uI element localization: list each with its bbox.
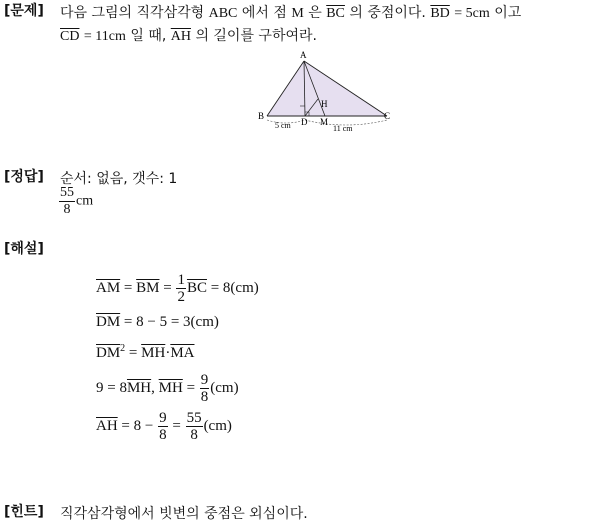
problem-line-2: $\overline{CD} = 11cm$ 일 때, $\overline{AH}$ 의 길이를 구하여라. <box>60 28 317 44</box>
triangle-figure <box>255 48 395 134</box>
label-h: H <box>321 99 328 109</box>
answer-fraction: $\frac{55}{8}$ <box>60 185 74 217</box>
solution-line-2: $\overline{DM} = 8 - 5 = 3(cm)$ <box>96 314 219 330</box>
label-b: B <box>258 111 265 121</box>
hint-text: 직각삼각형에서 빗변의 중점은 외심이다. <box>60 506 308 522</box>
problem-line-1: 다음 그림의 직각삼각형 ABC 에서 점 M 은 $\overline{BC}$ 의 중점이다. $\overline{BD} = 5cm$ 이고 <box>60 5 522 21</box>
answer-meta: 순서: 없음, 갯수: 1 <box>60 171 178 187</box>
label-d: D <box>301 117 308 127</box>
length-bd: 5 cm <box>275 121 291 130</box>
solution-line-5: $\overline{AH} = 8$ − $\frac{9}{8}$ = $\frac{55}{8}$ (cm) <box>96 410 232 443</box>
hint-label: [힌트] <box>4 504 44 520</box>
solution-line-3: $\overline{DM}^2 = \overline{MH}\cdot\overline{MA}$ <box>96 343 195 361</box>
answer-label: [정답] <box>4 169 44 185</box>
answer-value: $\frac{55}{8}$ cm <box>60 185 94 217</box>
solution-label: [해설] <box>4 241 44 257</box>
label-a: A <box>300 50 307 60</box>
label-m: M <box>320 117 329 127</box>
length-dc: 11 cm <box>333 124 353 133</box>
label-c: C <box>384 111 391 121</box>
solution-line-1: $\overline{AM} = \overline{BM}$ = $\frac{1}{2}$ $\overline{BC} = 8(cm)$ <box>96 272 259 305</box>
problem-label: [문제] <box>4 3 44 19</box>
solution-line-4: $9 = 8\overline{MH}$, $\overline{MH}$ = $\frac{9}{8}$ (cm) <box>96 372 239 405</box>
